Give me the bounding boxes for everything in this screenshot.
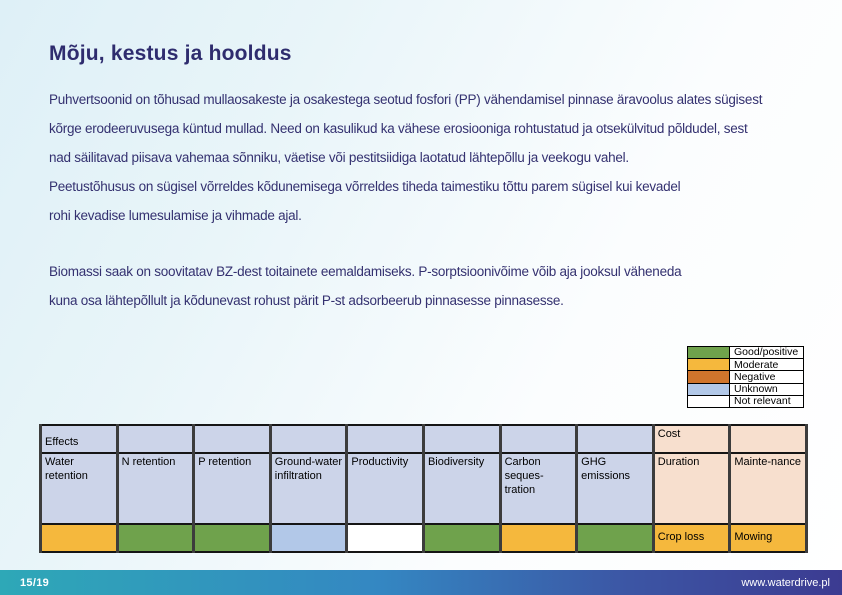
rating-cell-p-retention — [194, 524, 271, 552]
body-line: Puhvertsoonid on tõhusad mullaosakeste ja osakestega seotud fosfori (PP) vähendamisel pinnase äravoolus alates sügisest — [49, 92, 763, 107]
rating-cell-n-retention — [117, 524, 194, 552]
column-label-biodiversity: Biodiversity — [423, 453, 500, 524]
legend-row — [688, 347, 804, 359]
header-spacer-cell — [423, 425, 500, 453]
page-title: Mõju, kestus ja hooldus — [49, 42, 292, 65]
body-line: kõrge erodeeruvusega küntud mullad. Need on kasulikud ka vähese erosiooniga rohtustatud ja otsekülvitud põldudel, sest — [49, 121, 748, 136]
header-spacer-cell — [730, 425, 807, 453]
body-line: Biomassi saak on soovitatav BZ-dest toitainete eemaldamiseks. P-sorptsioonivõime võib aja jooksul väheneda — [49, 264, 682, 279]
column-label-n-retention: N retention — [117, 453, 194, 524]
header-spacer-cell — [117, 425, 194, 453]
column-label-duration: Duration — [653, 453, 730, 524]
paragraph-buffer-zones — [49, 85, 762, 230]
column-label-water-retention: Water retention — [41, 453, 118, 524]
effects-header-cell: Effects — [41, 425, 118, 453]
body-line: rohi kevadise lumesulamise ja vihmade ajal. — [49, 208, 302, 223]
cost-header-cell: Cost — [653, 425, 730, 453]
legend-row — [688, 383, 804, 395]
rating-cell-productivity — [347, 524, 424, 552]
rating-legend — [687, 346, 804, 408]
legend-swatch-good — [688, 347, 730, 359]
rating-cell-water-retention — [41, 524, 118, 552]
header-spacer-cell — [347, 425, 424, 453]
mowing-cell: Mowing — [730, 524, 807, 552]
legend-swatch-negative — [688, 371, 730, 383]
legend-label: Good/positive — [730, 347, 804, 359]
rating-cell-groundwater-infiltration — [270, 524, 347, 552]
slide-footer — [0, 570, 842, 595]
column-label-maintenance: Mainte-nance — [730, 453, 807, 524]
legend-row — [688, 395, 804, 407]
legend-swatch-unknown — [688, 383, 730, 395]
legend-row — [688, 359, 804, 371]
page-number: 15/19 — [20, 576, 50, 589]
paragraph-biomass — [49, 257, 681, 315]
rating-cell-biodiversity — [423, 524, 500, 552]
header-spacer-cell — [194, 425, 271, 453]
rating-cell-ghg-emissions — [577, 524, 654, 552]
table-row — [41, 425, 807, 453]
body-line: Peetustõhusus on sügisel võrreldes kõdunemisega võrreldes tiheda taimestiku tõttu parem sügisel kui kevadel — [49, 179, 681, 194]
website-url: www.waterdrive.pl — [741, 576, 830, 589]
column-label-carbon-sequestration: Carbon seques-tration — [500, 453, 577, 524]
legend-row — [688, 371, 804, 383]
legend-swatch-not-relevant — [688, 395, 730, 407]
legend-label: Moderate — [730, 359, 804, 371]
rating-cell-carbon-sequestration — [500, 524, 577, 552]
header-spacer-cell — [500, 425, 577, 453]
effects-rating-table — [39, 424, 808, 553]
table-row — [41, 453, 807, 524]
legend-label: Not relevant — [730, 395, 804, 407]
table-row — [41, 524, 807, 552]
legend-label: Negative — [730, 371, 804, 383]
legend-label: Unknown — [730, 383, 804, 395]
body-line: kuna osa lähtepõllult ja kõdunevast rohust pärit P-st adsorbeerub pinnasesse pinnasesse. — [49, 293, 564, 308]
body-line: nad säilitavad piisava vahemaa sõnniku, väetise või pestitsiidiga laotatud lähtepõllu ja veekogu vahel. — [49, 150, 629, 165]
column-label-p-retention: P retention — [194, 453, 271, 524]
column-label-groundwater-infiltration: Ground-water infiltration — [270, 453, 347, 524]
header-spacer-cell — [577, 425, 654, 453]
column-label-ghg-emissions: GHG emissions — [577, 453, 654, 524]
legend-swatch-moderate — [688, 359, 730, 371]
column-label-productivity: Productivity — [347, 453, 424, 524]
header-spacer-cell — [270, 425, 347, 453]
crop-loss-cell: Crop loss — [653, 524, 730, 552]
